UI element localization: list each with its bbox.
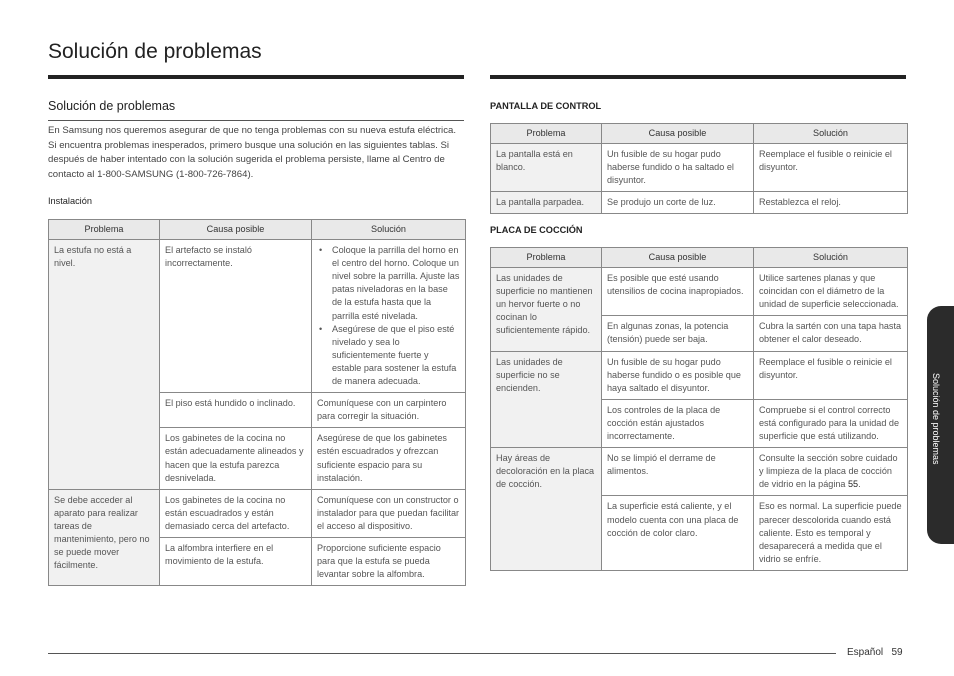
solution-list [317, 244, 460, 388]
header-solution: Solución [754, 248, 908, 268]
cooktop-table [490, 247, 908, 571]
cause-cell: Los controles de la placa de cocción están ajustados incorrectamente. [602, 399, 754, 447]
solution-cell: Reemplace el fusible o reinicie el disyuntor. [754, 351, 908, 399]
page-title: Solución de problemas [48, 40, 262, 63]
solution-cell: Asegúrese de que los gabinetes estén escuadrados y ofrezcan suficiente espacio para su instalación. [312, 428, 466, 489]
header-cause: Causa posible [602, 248, 754, 268]
cause-cell: El piso está hundido o inclinado. [160, 393, 312, 428]
cause-cell: El artefacto se instaló incorrectamente. [160, 240, 312, 393]
page-reference-link[interactable]: 55 [847, 479, 859, 490]
page-footer [847, 647, 903, 658]
problem-cell: La estufa no está a nivel. [49, 240, 160, 490]
solution-cell: Reemplace el fusible o reinicie el disyuntor. [754, 144, 908, 192]
solution-cell: Proporcione suficiente espacio para que la estufa se pueda levantar sobre la alfombra. [312, 537, 466, 585]
header-solution: Solución [312, 220, 466, 240]
solution-cell: Cubra la sartén con una tapa hasta obtener el calor deseado. [754, 316, 908, 351]
table-header-row [491, 248, 908, 268]
table-row [491, 144, 908, 192]
cause-cell: No se limpió el derrame de alimentos. [602, 448, 754, 496]
title-rule-right [490, 75, 906, 79]
installation-table [48, 219, 466, 586]
header-solution: Solución [754, 124, 908, 144]
solution-text: Consulte la sección sobre cuidado y limpieza de la placa de cocción de vidrio en la página [759, 453, 898, 490]
problem-cell: Se debe acceder al aparato para realizar tareas de mantenimiento, pero no se puede mover fácilmente. [49, 489, 160, 586]
table-header-row [49, 220, 466, 240]
control-panel-table [490, 123, 908, 214]
table-row [49, 240, 466, 393]
problem-cell: La pantalla parpadea. [491, 192, 602, 214]
problem-cell: Las unidades de superficie no se encienden. [491, 351, 602, 448]
cause-cell: En algunas zonas, la potencia (tensión) puede ser baja. [602, 316, 754, 351]
cause-cell: Se produjo un corte de luz. [602, 192, 754, 214]
table-row [491, 448, 908, 496]
header-problem: Problema [491, 124, 602, 144]
solution-cell: Eso es normal. La superficie puede parecer descolorida cuando está caliente. Esto es temporal y desaparecerá a medida que el vidrio se enfríe. [754, 496, 908, 570]
problem-cell: La pantalla está en blanco. [491, 144, 602, 192]
table-row [49, 489, 466, 537]
table-row [491, 351, 908, 399]
intro-paragraph: En Samsung nos queremos asegurar de que no tenga problemas con su nueva estufa eléctrica. Si encuentra problemas inesperados, primero busque una solución en las siguientes tablas. Si después de haber intentado con la solución sugerida el problema persiste, llame al Centro de contacto al 1-800-SAMSUNG (1-800-726-7864). [48, 125, 456, 180]
header-problem: Problema [49, 220, 160, 240]
cause-cell: Un fusible de su hogar pudo haberse fundido o ha saltado el disyuntor. [602, 144, 754, 192]
solution-cell: Comuníquese con un carpintero para corregir la situación. [312, 393, 466, 428]
cooktop-label: PLACA DE COCCIÓN [490, 225, 583, 235]
title-rule-left [48, 75, 464, 79]
footer-rule [48, 653, 836, 654]
solution-list-item: • Coloque la parrilla del horno en el centro del horno. Coloque un nivel sobre la parrilla. Ajuste las patas niveladoras en la base de la estufa hasta que la parrilla esté nivelada. [317, 244, 460, 323]
cause-cell: Un fusible de su hogar pudo haberse fundido o es posible que haya saltado el disyuntor. [602, 351, 754, 399]
table-row [491, 268, 908, 316]
solution-cell: Comuníquese con un constructor o instalador para que puedan facilitar el acceso al dispositivo. [312, 489, 466, 537]
solution-cell: Compruebe si el control correcto está configurado para la unidad de superficie que está utilizando. [754, 399, 908, 447]
table-row [491, 192, 908, 214]
side-tab-label: Solución de problemas [931, 373, 941, 465]
control-panel-label: PANTALLA DE CONTROL [490, 101, 602, 111]
cause-cell: Los gabinetes de la cocina no están escuadrados y están demasiado cerca del artefacto. [160, 489, 312, 537]
solution-cell [312, 240, 466, 393]
section-rule [48, 120, 464, 121]
problem-cell: Las unidades de superficie no mantienen un hervor fuerte o no cocinan lo suficientemente rápido. [491, 268, 602, 351]
solution-text-end: . [858, 479, 861, 490]
cause-cell: La alfombra interfiere en el movimiento de la estufa. [160, 537, 312, 585]
footer-language: Español [847, 647, 884, 658]
solution-cell: Restablezca el reloj. [754, 192, 908, 214]
header-cause: Causa posible [160, 220, 312, 240]
problem-cell: Hay áreas de decoloración en la placa de cocción. [491, 448, 602, 571]
cause-cell: Los gabinetes de la cocina no están adecuadamente alineados y hacen que la estufa parezca desnivelada. [160, 428, 312, 489]
solution-cell [754, 448, 908, 496]
header-cause: Causa posible [602, 124, 754, 144]
header-problem: Problema [491, 248, 602, 268]
solution-list-item: • Asegúrese de que el piso esté nivelado y sea lo suficientemente fuerte y estable para sostener la estufa de manera adecuada. [317, 323, 460, 388]
section-heading: Solución de problemas [48, 99, 176, 113]
cause-cell: La superficie está caliente, y el modelo cuenta con una placa de cocción de color claro. [602, 496, 754, 570]
table-header-row [491, 124, 908, 144]
cause-cell: Es posible que esté usando utensilios de cocina inapropiados. [602, 268, 754, 316]
installation-label: Instalación [48, 196, 92, 206]
footer-page-number: 59 [891, 647, 903, 658]
solution-cell: Utilice sartenes planas y que coincidan con el diámetro de la unidad de superficie seleccionada. [754, 268, 908, 316]
